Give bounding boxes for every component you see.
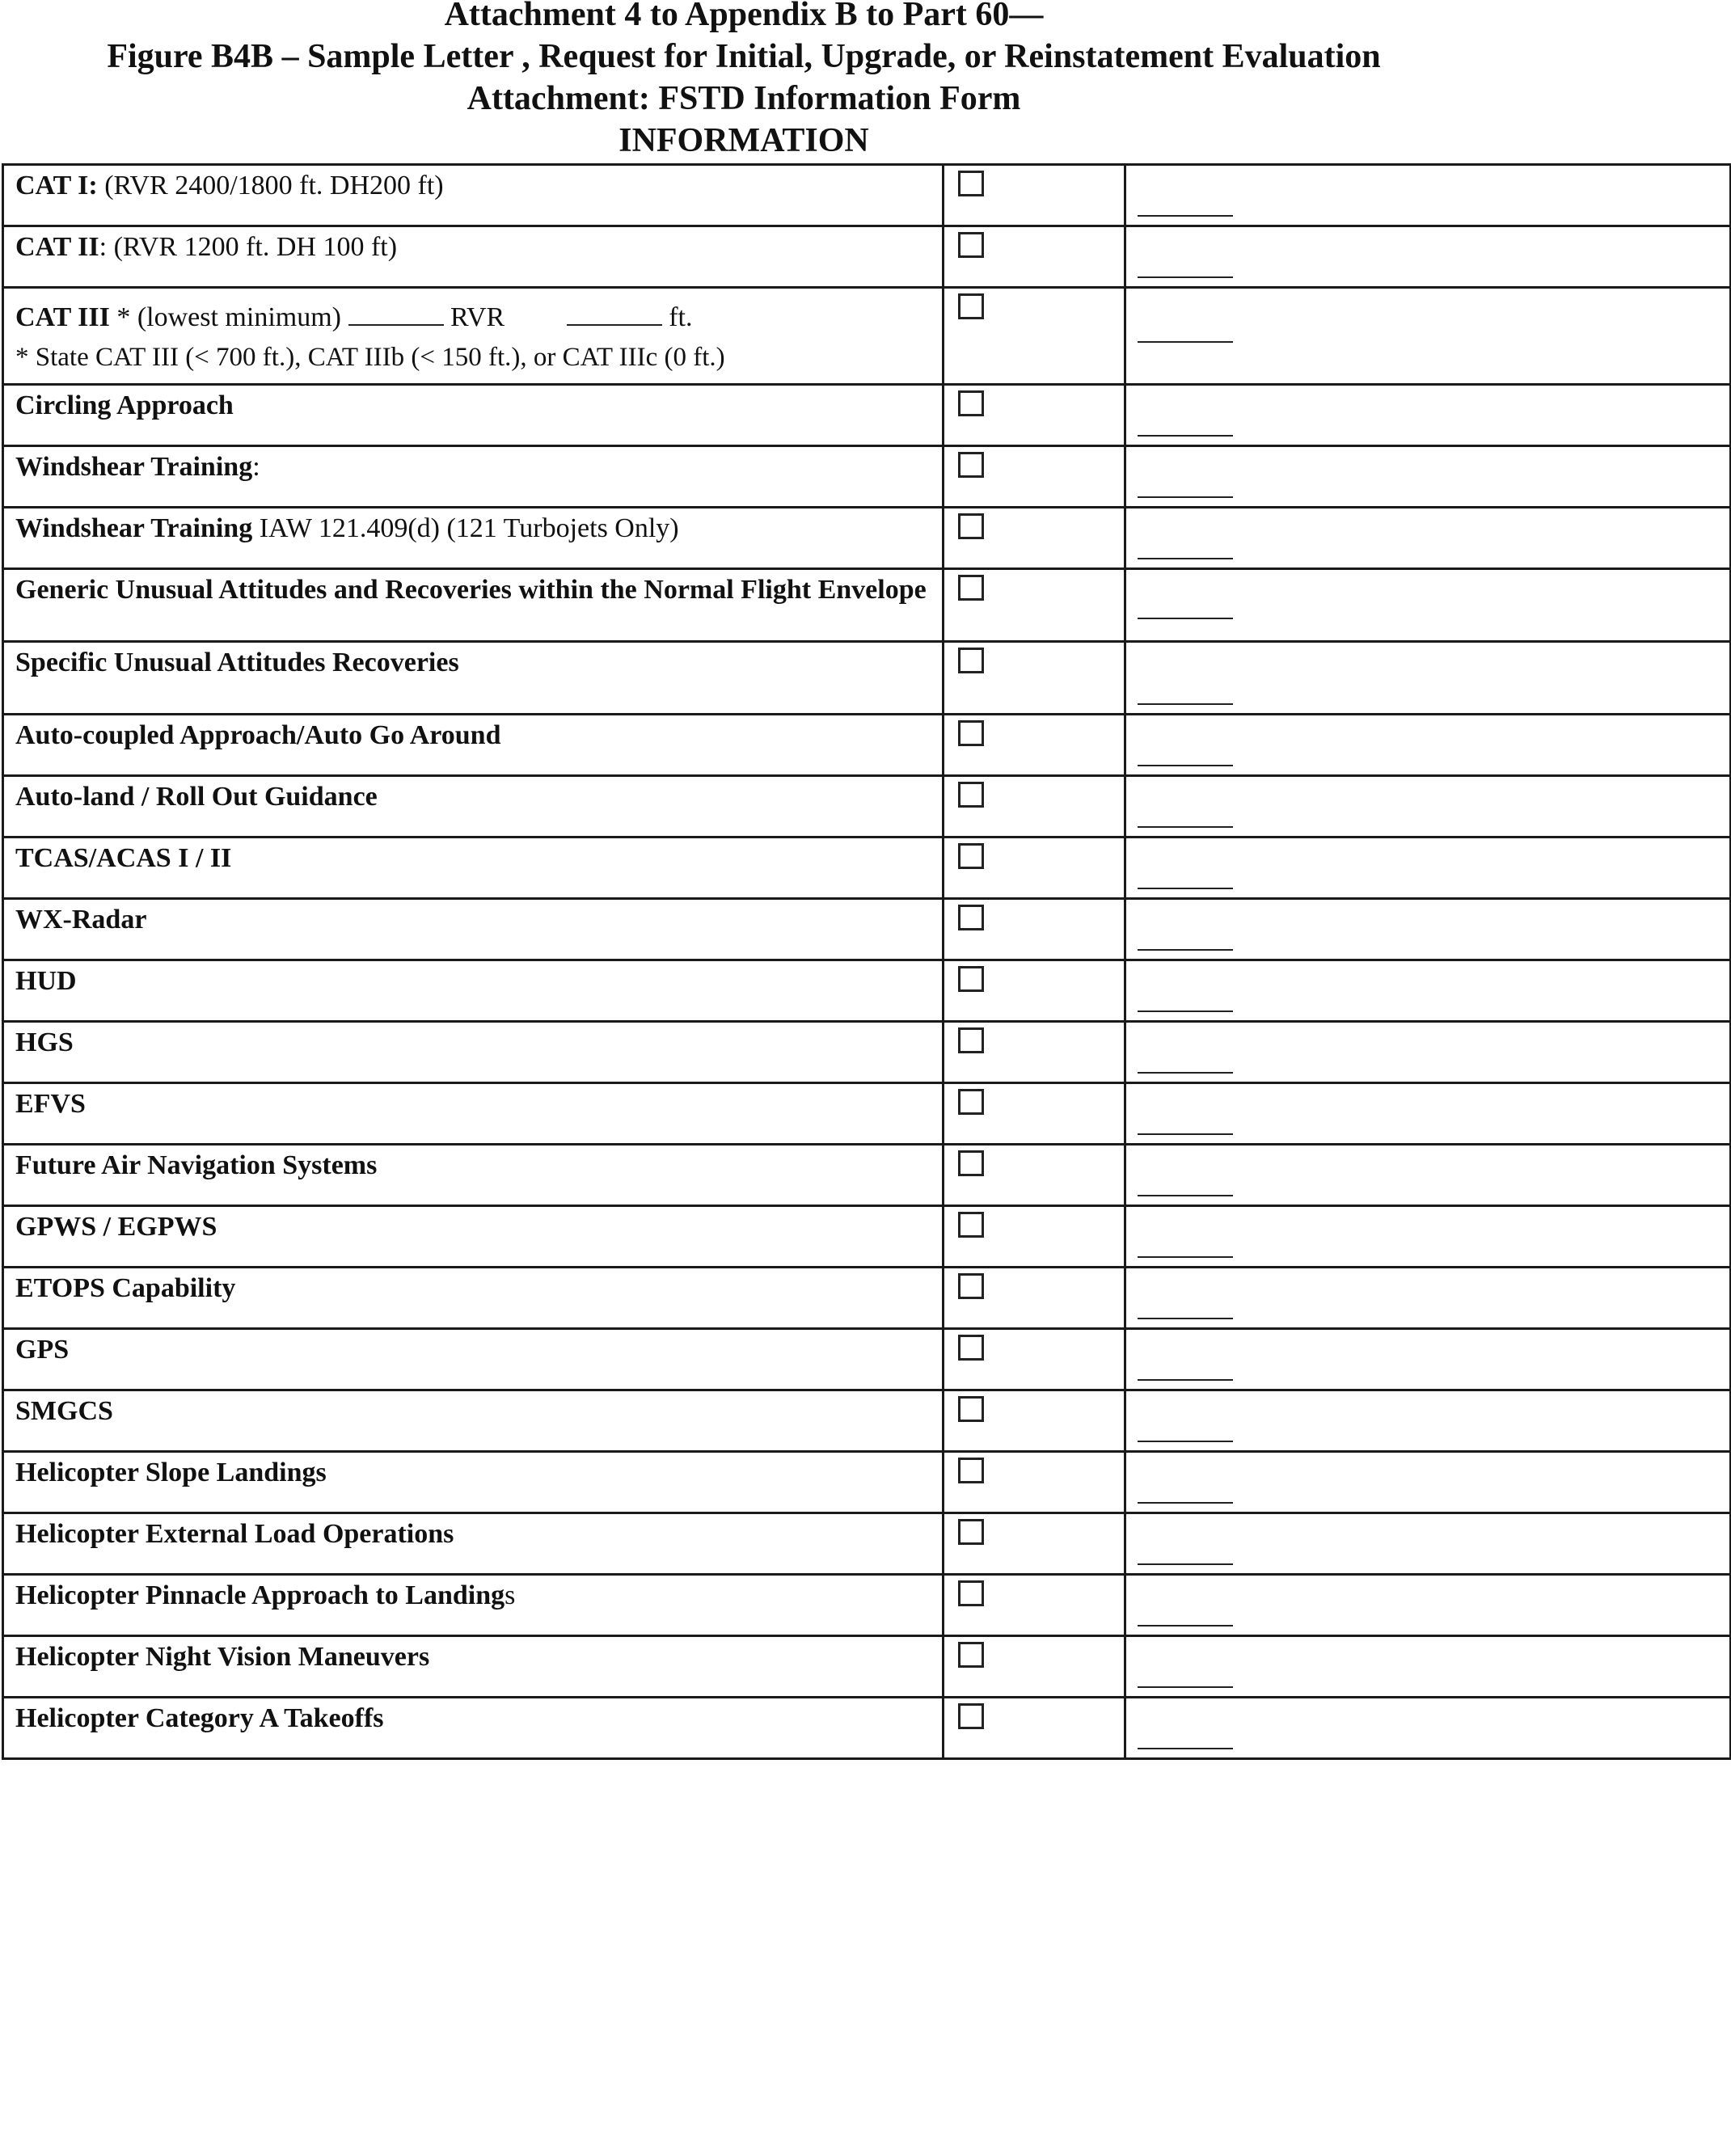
item-label-cell: [3, 508, 944, 569]
table-row: [3, 642, 1731, 715]
rvr-feet-blank[interactable]: [567, 300, 662, 326]
item-label-cell: [3, 838, 944, 899]
entry-blank-line[interactable]: [1138, 826, 1233, 828]
item-checkbox[interactable]: [958, 1396, 984, 1422]
table-row: [3, 1636, 1731, 1698]
item-label-normal: s: [505, 1580, 516, 1610]
item-label-cell: [3, 569, 944, 642]
table-row: [3, 1575, 1731, 1636]
entry-blank-line[interactable]: [1138, 888, 1233, 889]
item-checkbox[interactable]: [958, 1089, 984, 1115]
checkbox-cell: [944, 385, 1125, 446]
entry-blank-line[interactable]: [1138, 435, 1233, 437]
checkbox-cell: [944, 1390, 1125, 1452]
item-label-bold: Specific Unusual Attitudes Recoveries: [15, 648, 459, 677]
entry-blank-line[interactable]: [1138, 276, 1233, 278]
table-row: [3, 288, 1731, 385]
entry-blank-line[interactable]: [1138, 1010, 1233, 1012]
item-checkbox[interactable]: [958, 390, 984, 416]
entry-cell: [1125, 1636, 1731, 1698]
entry-cell: [1125, 1452, 1731, 1513]
entry-blank-line[interactable]: [1138, 1502, 1233, 1504]
entry-blank-line[interactable]: [1138, 703, 1233, 705]
item-label-cell: [3, 288, 944, 385]
checkbox-cell: [944, 508, 1125, 569]
item-label-bold: GPS: [15, 1335, 70, 1365]
entry-cell: [1125, 1698, 1731, 1759]
item-label-cell: [3, 1636, 944, 1698]
entry-cell: [1125, 1083, 1731, 1145]
item-label-cell: [3, 165, 944, 226]
table-row: [3, 569, 1731, 642]
checkbox-cell: [944, 569, 1125, 642]
item-label-cell: [3, 226, 944, 288]
item-checkbox[interactable]: [958, 648, 984, 673]
entry-cell: [1125, 838, 1731, 899]
checkbox-cell: [944, 1206, 1125, 1268]
item-label-bold: CAT III: [15, 302, 110, 332]
figure-title: Figure B4B – Sample Letter , Request for Initial, Upgrade, or Reinstatement Evaluation: [107, 38, 1381, 75]
item-label-bold: GPWS / EGPWS: [15, 1212, 217, 1242]
checkbox-cell: [944, 1329, 1125, 1390]
entry-cell: [1125, 508, 1731, 569]
entry-blank-line[interactable]: [1138, 496, 1233, 498]
item-checkbox[interactable]: [958, 782, 984, 808]
item-label-bold: WX-Radar: [15, 905, 147, 935]
item-label-bold: Auto-coupled Approach/Auto Go Around: [15, 720, 501, 750]
entry-cell: [1125, 1206, 1731, 1268]
item-label-cell: [3, 642, 944, 715]
item-label-bold: Circling Approach: [15, 390, 234, 420]
item-label-bold: SMGCS: [15, 1396, 113, 1426]
entry-blank-line[interactable]: [1138, 558, 1233, 559]
item-label-normal: * (lowest minimum): [109, 302, 348, 332]
item-checkbox[interactable]: [958, 575, 984, 601]
feet-label: ft.: [661, 302, 693, 332]
checkbox-cell: [944, 1268, 1125, 1329]
item-checkbox[interactable]: [958, 1580, 984, 1606]
entry-cell: [1125, 715, 1731, 776]
entry-blank-line[interactable]: [1138, 341, 1233, 343]
cat3-note: * State CAT III (< 700 ft.), CAT IIIb (< 150 ft.), or CAT IIIc (0 ft.): [15, 343, 725, 372]
item-label-cell: [3, 1452, 944, 1513]
item-checkbox[interactable]: [958, 1212, 984, 1238]
entry-cell: [1125, 1022, 1731, 1083]
item-label-bold: Auto-land / Roll Out Guidance: [15, 782, 378, 812]
item-label-cell: [3, 776, 944, 838]
item-label-cell: [3, 446, 944, 508]
item-label-cell: [3, 1206, 944, 1268]
item-checkbox[interactable]: [958, 1150, 984, 1176]
item-checkbox[interactable]: [958, 720, 984, 746]
item-checkbox[interactable]: [958, 905, 984, 930]
checkbox-cell: [944, 1022, 1125, 1083]
entry-cell: [1125, 226, 1731, 288]
table-row: [3, 899, 1731, 960]
item-checkbox[interactable]: [958, 1519, 984, 1545]
lowest-minimum-blank[interactable]: [348, 300, 444, 326]
table-row: [3, 1390, 1731, 1452]
checkbox-cell: [944, 960, 1125, 1022]
item-label-bold: Generic Unusual Attitudes and Recoveries within the Normal Flight Envelope: [15, 575, 927, 605]
entry-cell: [1125, 960, 1731, 1022]
entry-blank-line[interactable]: [1138, 1133, 1233, 1135]
entry-cell: [1125, 1329, 1731, 1390]
entry-blank-line[interactable]: [1138, 1379, 1233, 1381]
item-label-cell: [3, 1698, 944, 1759]
entry-blank-line[interactable]: [1138, 1195, 1233, 1196]
entry-cell: [1125, 1575, 1731, 1636]
item-label-normal: IAW 121.409(d) (121 Turbojets Only): [252, 513, 679, 543]
entry-blank-line[interactable]: [1138, 1625, 1233, 1626]
item-checkbox[interactable]: [958, 232, 984, 258]
entry-cell: [1125, 1513, 1731, 1575]
item-label-bold: Helicopter Slope Landings: [15, 1458, 327, 1487]
table-row: [3, 385, 1731, 446]
checkbox-cell: [944, 1145, 1125, 1206]
table-row: [3, 446, 1731, 508]
table-row: [3, 1513, 1731, 1575]
item-label-bold: Windshear Training: [15, 513, 253, 543]
checkbox-cell: [944, 642, 1125, 715]
item-label-bold: EFVS: [15, 1089, 86, 1119]
table-row: [3, 1329, 1731, 1390]
item-label-bold: Future Air Navigation Systems: [15, 1150, 378, 1180]
table-row: [3, 1698, 1731, 1759]
checkbox-cell: [944, 1083, 1125, 1145]
table-row: [3, 715, 1731, 776]
checkbox-cell: [944, 288, 1125, 385]
item-label-cell: [3, 1329, 944, 1390]
item-checkbox[interactable]: [958, 513, 984, 539]
item-label-bold: TCAS/ACAS I / II: [15, 843, 232, 873]
item-checkbox[interactable]: [958, 1273, 984, 1299]
entry-cell: [1125, 385, 1731, 446]
item-checkbox[interactable]: [958, 843, 984, 869]
checkbox-cell: [944, 899, 1125, 960]
item-label-cell: [3, 1145, 944, 1206]
item-label-bold: Helicopter External Load Operations: [15, 1519, 454, 1549]
item-label-cell: [3, 899, 944, 960]
entry-blank-line[interactable]: [1138, 618, 1233, 619]
entry-cell: [1125, 446, 1731, 508]
entry-cell: [1125, 776, 1731, 838]
item-label-normal: : (RVR 1200 ft. DH 100 ft): [99, 232, 398, 262]
entry-cell: [1125, 569, 1731, 642]
table-row: [3, 165, 1731, 226]
item-label-bold: Helicopter Pinnacle Approach to Landing: [15, 1580, 505, 1610]
table-row: [3, 1452, 1731, 1513]
checkbox-cell: [944, 446, 1125, 508]
item-label-bold: ETOPS Capability: [15, 1273, 236, 1303]
checkbox-cell: [944, 715, 1125, 776]
entry-cell: [1125, 642, 1731, 715]
item-checkbox[interactable]: [958, 1335, 984, 1361]
item-label-bold: HUD: [15, 966, 77, 996]
entry-blank-line[interactable]: [1138, 215, 1233, 217]
entry-blank-line[interactable]: [1138, 949, 1233, 951]
table-row: [3, 960, 1731, 1022]
checkbox-cell: [944, 1636, 1125, 1698]
item-checkbox[interactable]: [958, 1642, 984, 1668]
checkbox-cell: [944, 226, 1125, 288]
attachment-title: Attachment 4 to Appendix B to Part 60—: [444, 0, 1044, 33]
item-label-normal: (RVR 2400/1800 ft. DH200 ft): [97, 171, 444, 200]
checkbox-cell: [944, 1452, 1125, 1513]
item-checkbox[interactable]: [958, 1458, 984, 1483]
item-checkbox[interactable]: [958, 966, 984, 992]
entry-blank-line[interactable]: [1138, 1318, 1233, 1319]
item-label-cell: [3, 1575, 944, 1636]
table-row: [3, 508, 1731, 569]
item-checkbox[interactable]: [958, 293, 984, 319]
item-label-bold: HGS: [15, 1027, 74, 1057]
information-table: [2, 163, 1731, 1760]
item-label-cell: [3, 1390, 944, 1452]
checkbox-cell: [944, 165, 1125, 226]
item-checkbox[interactable]: [958, 452, 984, 478]
item-label-bold: CAT I:: [15, 171, 98, 200]
entry-blank-line[interactable]: [1138, 765, 1233, 766]
entry-cell: [1125, 1268, 1731, 1329]
entry-cell: [1125, 1145, 1731, 1206]
table-row: [3, 226, 1731, 288]
item-label-bold: Helicopter Night Vision Maneuvers: [15, 1642, 430, 1672]
item-checkbox[interactable]: [958, 1027, 984, 1053]
entry-blank-line[interactable]: [1138, 1686, 1233, 1688]
entry-cell: [1125, 288, 1731, 385]
item-label-normal: :: [252, 452, 260, 482]
item-label-cell: [3, 1513, 944, 1575]
table-row: [3, 1145, 1731, 1206]
checkbox-cell: [944, 1698, 1125, 1759]
entry-blank-line[interactable]: [1138, 1256, 1233, 1258]
item-label-bold: Helicopter Category A Takeoffs: [15, 1703, 384, 1733]
table-row: [3, 1083, 1731, 1145]
item-label-cell: [3, 1268, 944, 1329]
checkbox-cell: [944, 1575, 1125, 1636]
entry-blank-line[interactable]: [1138, 1072, 1233, 1074]
table-row: [3, 776, 1731, 838]
entry-cell: [1125, 165, 1731, 226]
table-row: [3, 1022, 1731, 1083]
item-label-bold: CAT II: [15, 232, 99, 262]
entry-cell: [1125, 899, 1731, 960]
entry-blank-line[interactable]: [1138, 1563, 1233, 1565]
item-checkbox[interactable]: [958, 171, 984, 196]
item-checkbox[interactable]: [958, 1703, 984, 1729]
item-label-cell: [3, 385, 944, 446]
item-label-bold: Windshear Training: [15, 452, 253, 482]
entry-blank-line[interactable]: [1138, 1748, 1233, 1749]
rvr-label: RVR: [443, 302, 512, 332]
checkbox-cell: [944, 776, 1125, 838]
table-row: [3, 838, 1731, 899]
form-title: Attachment: FSTD Information Form: [467, 80, 1021, 117]
entry-cell: [1125, 1390, 1731, 1452]
checkbox-cell: [944, 1513, 1125, 1575]
table-row: [3, 1206, 1731, 1268]
item-label-cell: [3, 715, 944, 776]
item-label-cell: [3, 1022, 944, 1083]
section-title: INFORMATION: [619, 122, 869, 159]
item-label-cell: [3, 960, 944, 1022]
table-row: [3, 1268, 1731, 1329]
entry-blank-line[interactable]: [1138, 1441, 1233, 1442]
item-label-cell: [3, 1083, 944, 1145]
checkbox-cell: [944, 838, 1125, 899]
